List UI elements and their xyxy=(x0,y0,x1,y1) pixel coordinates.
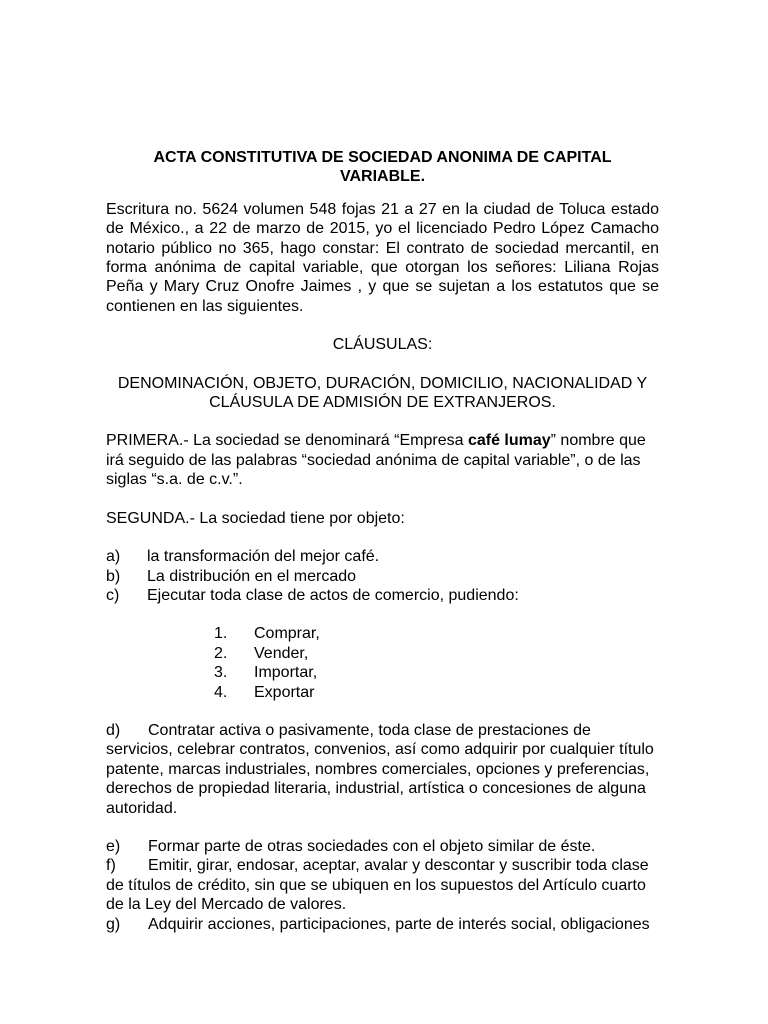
list-item-marker: b) xyxy=(106,567,121,585)
object-item-d-text: Contratar activa o pasivamente, toda clase de prestaciones de servicios, celebrar contratos, convenios, así como adquirir por cualquier título patente, marcas industriales, nombres comerciales, opciones y preferencias, derechos de propiedad literaria, industrial, artística o concesiones de alguna autoridad. xyxy=(106,721,654,817)
action-list xyxy=(106,624,659,702)
list-item-number: 3. xyxy=(214,664,228,682)
list-item-text: Importar, xyxy=(254,664,318,682)
list-item-text: Vender, xyxy=(254,644,309,662)
list-item xyxy=(106,547,659,566)
section-heading-line1: DENOMINACIÓN, OBJETO, DURACIÓN, DOMICILIO, NACIONALIDAD Y xyxy=(117,374,648,392)
object-item-d xyxy=(106,721,659,818)
clause-segunda: SEGUNDA.- La sociedad tiene por objeto: xyxy=(106,509,405,527)
clausulas-heading: CLÁUSULAS: xyxy=(332,336,433,354)
list-item-number: 2. xyxy=(214,644,228,662)
document-title xyxy=(106,148,659,187)
clause-primera-text-before: PRIMERA.- La sociedad se denominará “Empresa xyxy=(106,432,468,450)
company-name: café lumay xyxy=(467,432,551,450)
list-item xyxy=(106,663,659,682)
list-item-number: 4. xyxy=(214,683,228,701)
list-item-text: Ejecutar toda clase de actos de comercio, pudiendo: xyxy=(147,586,519,604)
document-page xyxy=(106,148,659,934)
object-item-g xyxy=(106,915,659,934)
list-item-marker: c) xyxy=(106,586,120,604)
list-item-text: Exportar xyxy=(254,683,315,701)
list-item xyxy=(106,586,659,605)
object-item-f-text: Emitir, girar, endosar, aceptar, avalar y descontar y suscribir toda clase de títulos de crédito, sin que se ubiquen en los supuestos del Artículo cuarto de la Ley del Mercado de valores. xyxy=(106,857,649,914)
section-heading-line2: CLÁUSULA DE ADMISIÓN DE EXTRANJEROS. xyxy=(209,394,556,412)
list-item-marker: a) xyxy=(106,548,121,566)
clause-primera xyxy=(106,431,659,489)
section-heading xyxy=(106,374,659,413)
object-item-f-marker: f) xyxy=(106,857,116,875)
list-item xyxy=(106,567,659,586)
object-item-g-text: Adquirir acciones, participaciones, parte de interés social, obligaciones xyxy=(148,915,650,933)
document-title-line2: VARIABLE. xyxy=(339,168,426,186)
intro-paragraph: Escritura no. 5624 volumen 548 fojas 21 a 27 en la ciudad de Toluca estado de México., a 22 de marzo de 2015, yo el licenciado Pedro López Camacho notario público no 365, hago constar: El contrato de sociedad mercantil, en forma anónima de capital variable, que otorgan los señores: Liliana Rojas Peña y Mary Cruz Onofre Jaimes , y que se sujetan a los estatutos que se contienen en las siguientes. xyxy=(106,200,659,315)
list-item-text: Comprar, xyxy=(254,625,320,643)
object-item-e xyxy=(106,837,659,856)
object-item-e-text: Formar parte de otras sociedades con el objeto similar de éste. xyxy=(148,837,596,855)
object-item-g-marker: g) xyxy=(106,915,121,933)
object-list xyxy=(106,547,659,605)
clause-primera-text-after: ” nombre que irá seguido de las palabras “sociedad anónima de capital variable”, o de las siglas “s.a. de c.v.”. xyxy=(106,432,646,489)
object-item-f xyxy=(106,856,659,914)
object-item-d-marker: d) xyxy=(106,721,121,739)
list-item-number: 1. xyxy=(214,625,228,643)
document-title-line1: ACTA CONSTITUTIVA DE SOCIEDAD ANONIMA DE CAPITAL xyxy=(153,149,612,166)
list-item xyxy=(106,624,659,643)
list-item-text: La distribución en el mercado xyxy=(147,567,357,585)
list-item xyxy=(106,644,659,663)
object-item-e-marker: e) xyxy=(106,837,121,855)
list-item xyxy=(106,683,659,702)
list-item-text: la transformación del mejor café. xyxy=(147,548,380,566)
